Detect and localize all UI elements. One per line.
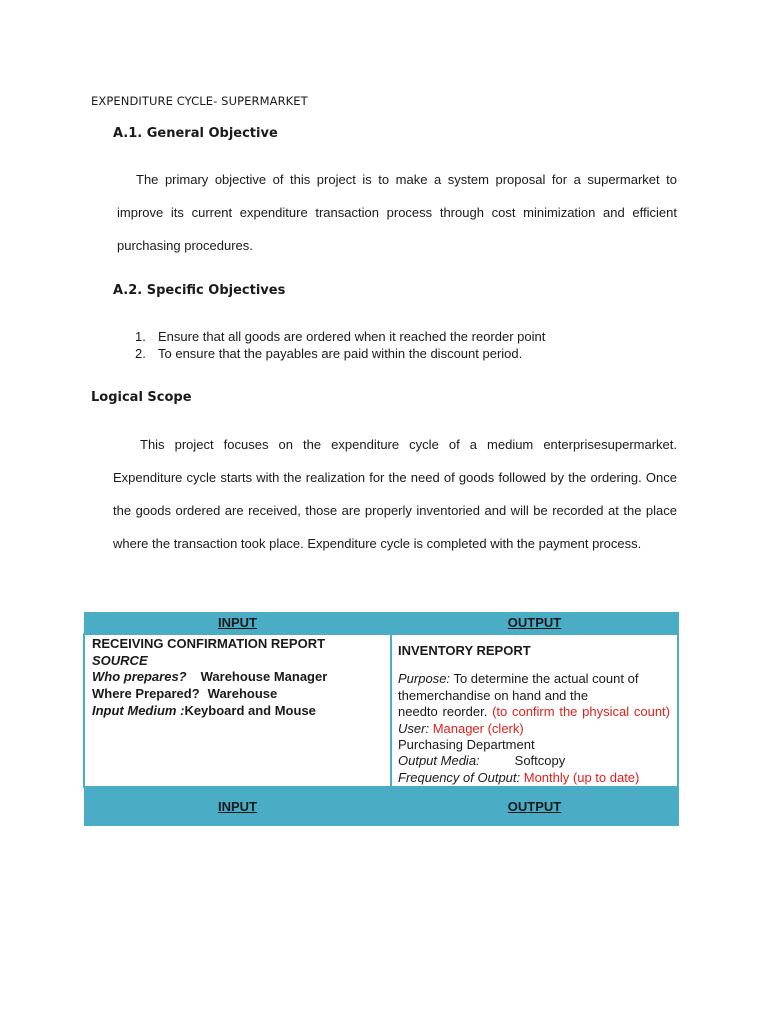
input-medium-value: Keyboard and Mouse — [184, 702, 316, 718]
output-media-label: Output Media: — [398, 753, 480, 769]
general-objective-paragraph — [117, 163, 677, 262]
output-cell — [391, 634, 678, 787]
purpose-text-2: themerchandise on hand and the — [398, 687, 589, 703]
list-item — [135, 328, 545, 345]
logical-scope-text: This project focuses on the expenditure cycle of a medium enterprisesupermarket. Expenditure cycle starts with the realization for the need of goods followed by the ordering. Once the goods ordered are received, those are properly inventoried and will be recorded at the place where the transaction took place. Expenditure cycle is completed with the payment process. — [113, 437, 677, 551]
logical-scope-heading: Logical Scope — [91, 390, 192, 405]
input-medium-line — [92, 703, 384, 720]
output-media-value: Softcopy — [514, 753, 566, 769]
user-value: Manager (clerk) — [432, 720, 524, 736]
list-item-number: 2. — [135, 346, 146, 361]
purpose-line — [398, 671, 670, 687]
input-header: INPUT — [84, 613, 391, 635]
frequency-value: Monthly (up to date) — [523, 769, 640, 785]
document-title: EXPENDITURE CYCLE- SUPERMARKET — [91, 94, 308, 108]
who-prepares-line — [92, 669, 384, 686]
purpose-text-1: To determine the actual count of — [453, 671, 639, 687]
list-item — [135, 345, 545, 362]
general-objective-text: The primary objective of this project is to make a system proposal for a supermarket to improve its current expenditure transaction process through cost minimization and efficient purchasing procedures. — [117, 172, 677, 253]
output-footer-header: OUTPUT — [391, 787, 678, 826]
input-output-table — [83, 612, 679, 826]
table-footer-row — [84, 787, 678, 826]
output-header: OUTPUT — [391, 613, 678, 635]
input-report-title: RECEIVING CONFIRMATION REPORT — [92, 636, 326, 651]
purpose-text-3: needto reorder. — [398, 704, 488, 720]
table-header-row — [84, 613, 678, 635]
input-medium-label: Input Medium : — [92, 702, 185, 718]
purpose-line-3 — [398, 704, 670, 720]
user-label: User: — [398, 720, 430, 736]
table-row — [84, 634, 678, 787]
input-cell — [84, 634, 391, 787]
frequency-line — [398, 770, 670, 786]
frequency-label: Frequency of Output: — [398, 769, 521, 785]
list-item-text: Ensure that all goods are ordered when it reached the reorder point — [158, 329, 546, 344]
logical-scope-paragraph — [113, 428, 677, 560]
department-line: Purchasing Department — [398, 737, 535, 753]
who-prepares-value: Warehouse Manager — [200, 669, 328, 685]
general-objective-heading: A.1. General Objective — [113, 126, 278, 141]
user-line — [398, 721, 670, 737]
where-prepared-line — [92, 686, 384, 703]
who-prepares-label: Who prepares? — [92, 669, 187, 685]
where-prepared-value: Warehouse — [207, 686, 278, 702]
list-item-number: 1. — [135, 329, 146, 344]
specific-objectives-heading: A.2. Specific Objectives — [113, 283, 286, 298]
purpose-label: Purpose: — [398, 671, 451, 687]
where-prepared-label: Where Prepared? — [92, 686, 200, 702]
output-report-title: INVENTORY REPORT — [398, 643, 531, 658]
list-item-text: To ensure that the payables are paid within the discount period. — [158, 346, 523, 361]
source-label: SOURCE — [92, 652, 148, 668]
specific-objectives-list — [135, 328, 545, 362]
output-media-line — [398, 753, 670, 769]
input-footer-header: INPUT — [84, 787, 391, 826]
purpose-note: (to confirm the physical count) — [492, 704, 670, 720]
